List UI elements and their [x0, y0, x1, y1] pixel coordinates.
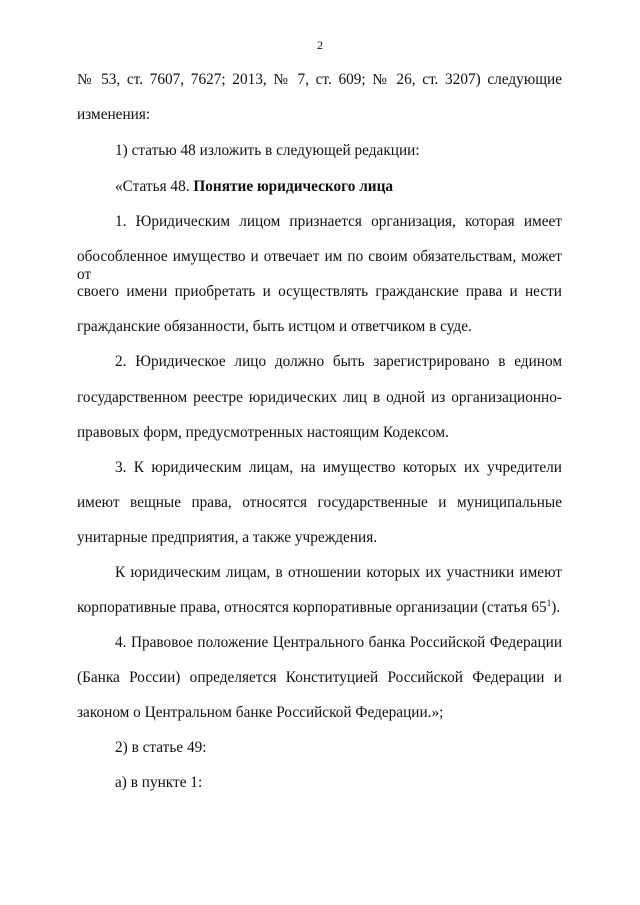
p1-line-4: гражданские обязанности, быть истцом и ответчиком в суде.	[77, 318, 472, 335]
p3b-line-2-text: корпоративные права, относятся корпоративные организации (статья 65	[77, 599, 547, 616]
p3-line-1: 3. К юридическим лицам, на имущество которых их учредители	[115, 459, 562, 476]
p4-line-3: законом о Центральном банке Российской Федерации.»;	[77, 704, 444, 721]
article-heading-title: Понятие юридического лица	[193, 178, 394, 195]
p3-line-2: имеют вещные права, относятся государственные и муниципальные	[77, 494, 562, 511]
p2-line-1: 2. Юридическое лицо должно быть зарегистрировано в едином	[115, 353, 562, 370]
item-2: 2) в статье 49:	[115, 739, 207, 756]
page-number: 2	[317, 38, 323, 52]
p3-line-3: унитарные предприятия, а также учреждения.	[77, 529, 378, 546]
p2-line-3: правовых форм, предусмотренных настоящим Кодексом.	[77, 424, 449, 441]
p1-line-2: обособленное имущество и отвечает им по своим обязательствам, может от	[77, 248, 562, 283]
p3b-line-1: К юридическим лицам, в отношении которых их участники имеют	[115, 564, 562, 581]
item-2a: а) в пункте 1:	[115, 774, 203, 791]
article-heading	[115, 178, 562, 196]
p4-line-2: (Банка России) определяется Конституцией Российской Федерации и	[77, 669, 562, 686]
p3b-line-2-end: ).	[551, 599, 561, 616]
p2-line-2: государственном реестре юридических лиц в одной из организационно-	[77, 389, 562, 406]
superscript-1: 1	[546, 598, 552, 608]
p3b-line-2	[77, 599, 562, 617]
intro-line-1: № 53, ст. 7607, 7627; 2013, № 7, ст. 609; № 26, ст. 3207) следующие	[77, 71, 562, 88]
p4-line-1: 4. Правовое положение Центрального банка Российской Федерации	[115, 634, 562, 651]
intro-line-2: изменения:	[77, 106, 151, 123]
article-heading-prefix: «Статья 48.	[115, 178, 194, 195]
p1-line-1: 1. Юридическим лицом признается организация, которая имеет	[115, 213, 562, 230]
p1-line-3: своего имени приобретать и осуществлять гражданские права и нести	[77, 283, 562, 300]
item-1: 1) статью 48 изложить в следующей редакции:	[115, 142, 420, 159]
